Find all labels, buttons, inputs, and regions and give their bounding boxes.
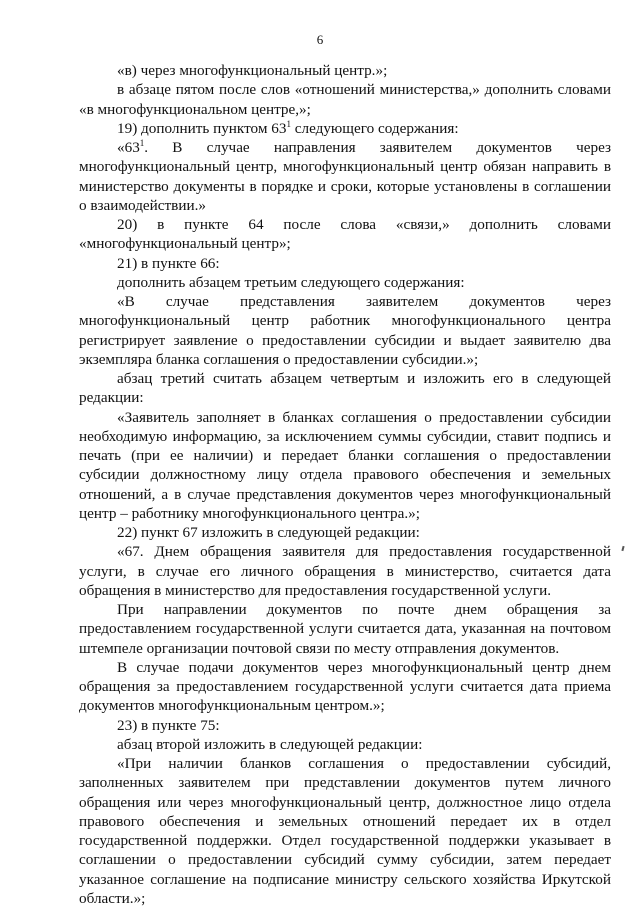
paragraph: «в) через многофункциональный центр.»; — [117, 62, 388, 79]
paragraph: При направлении документов по почте днем обращения за предоставлением государственной услуги считается дата, указанная на почтовом штемпеле организации почтовой связи по месту отправления документов. — [79, 601, 611, 657]
paragraph: 22) пункт 67 изложить в следующей редакции: — [117, 524, 420, 541]
paragraph: 20) в пункте 64 после слова «связи,» дополнить словами «многофункциональный центр»; — [79, 216, 611, 253]
paragraph: «Заявитель заполняет в бланках соглашения о предоставлении субсидии необходимую информацию, за исключением суммы субсидии, ставит подпись и печать (при ее наличии) и передает бланки соглашения о предоставлении субсидии должностному лицу отдела правового обеспечения и земельных отношений, а в случае представления документов через многофункциональный центр – работнику многофункционального центра.»; — [79, 408, 611, 522]
paragraph: 19) дополнить пунктом $63^1$ следующего содержания: — [117, 118, 459, 137]
superscript: 1 — [286, 118, 291, 129]
paragraph: абзац второй изложить в следующей редакции: — [117, 735, 423, 753]
paragraph: «$63^1$. В случае направления заявителем документов через многофункциональный центр, многофункциональный центр обязан направить в министерство документы в порядке и сроки, которые установлены в соглашении о взаимодействии.» — [79, 138, 611, 214]
paragraph: «67. Днем обращения заявителя для предоставления государственной услуги, в случае его личного обращения в министерство, считается дата обращения в министерство для предоставления государственной услуги. — [79, 543, 611, 599]
paragraph: 23) в пункте 75: — [117, 716, 220, 734]
paragraph: «В случае представления заявителем документов через многофункциональный центр работник многофункционального центра регистрирует заявление о предоставлении субсидии и выдает заявителю два экземпляра бланка соглашения о предоставлении субсидии.»; — [79, 293, 611, 368]
page-number: 6 — [316, 32, 324, 47]
paragraph: В случае подачи документов через многофункциональный центр днем обращения за предоставлением государственной услуги считается дата приема документов многофункциональным центром.»; — [79, 658, 611, 715]
superscript: 1 — [139, 138, 145, 148]
document-body — [79, 61, 611, 908]
paragraph: «При наличии бланков соглашения о предоставлении субсидий, заполненных заявителем при представлении документов путем личного обращения или через многофункциональный центр, должностное лицо отдела правового обеспечения и земельных отношений передает их в отдел государственной поддержки. Отдел государственной поддержки указывает в соглашении о предоставлении субсидий сумму субсидии, затем передает указанное соглашение на подписание министру сельского хозяйства Иркутской области.»; — [79, 755, 611, 907]
scan-mark — [621, 546, 624, 551]
paragraph: абзац третий считать абзацем четвертым и изложить его в следующей редакции: — [79, 370, 611, 407]
paragraph: 21) в пункте 66: — [117, 254, 220, 272]
paragraph: дополнить абзацем третьим следующего содержания: — [117, 273, 465, 291]
paragraph: в абзаце пятом после слов «отношений министерства,» дополнить словами «в многофункциональном центре,»; — [79, 81, 611, 118]
